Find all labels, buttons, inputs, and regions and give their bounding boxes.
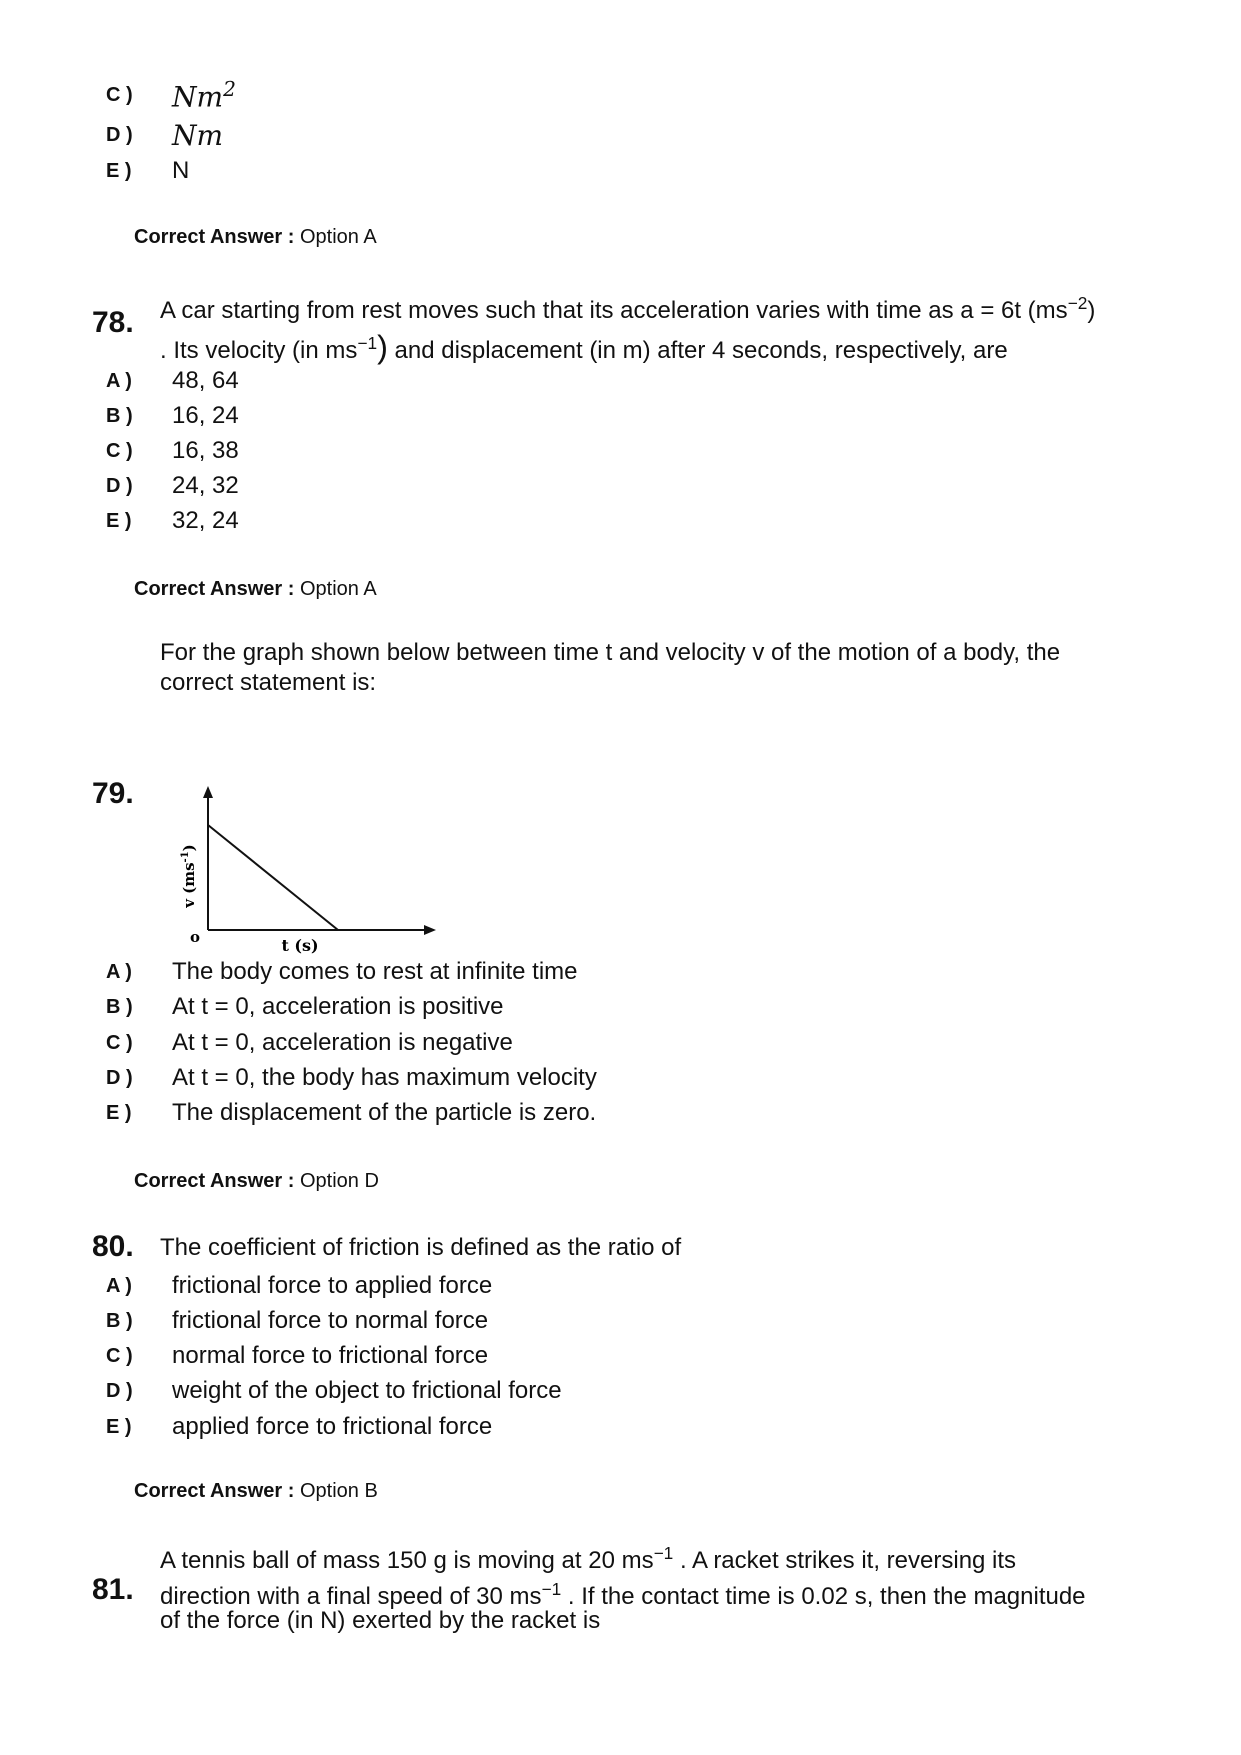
question-text-line2: . Its velocity (in $ms^{-1}$) and displacement (in m) after 4 seconds, respectively, are <box>160 329 1008 365</box>
question-text: For the graph shown below between time t and velocity v of the motion of a body, the correct statement is: <box>160 639 1061 696</box>
option-row <box>106 1272 492 1300</box>
question-number: 81. <box>92 1573 134 1606</box>
option-letter: B ) <box>106 404 133 427</box>
option-text: 16, 38 <box>172 437 239 464</box>
option-text: At t = 0, acceleration is negative <box>172 1029 513 1056</box>
option-row <box>106 1413 492 1441</box>
option-row <box>106 472 239 500</box>
option-text: N <box>172 157 190 184</box>
option-row <box>106 118 223 152</box>
option-text: 32, 24 <box>172 507 239 534</box>
question-number: 79. <box>92 777 134 810</box>
option-row <box>106 1099 596 1127</box>
option-row <box>106 1377 562 1405</box>
option-text: applied force to frictional force <box>172 1413 493 1440</box>
question-text-line2: direction with a final speed of 30 $ms^{-1}$ . If the contact time is 0.02 s, then the magnitude <box>160 1579 1086 1610</box>
option-letter: E ) <box>106 1415 132 1438</box>
option-letter: C ) <box>106 1031 133 1054</box>
option-letter: E ) <box>106 509 132 532</box>
option-math: Nm$^2$ <box>172 76 236 114</box>
option-text: 48, 64 <box>172 367 239 394</box>
option-letter: E ) <box>106 159 132 182</box>
correct-answer: Correct Answer : Option A <box>134 226 377 248</box>
option-letter: A ) <box>106 369 132 392</box>
option-letter: D ) <box>106 1379 133 1402</box>
option-letter: E ) <box>106 1101 132 1124</box>
option-text: 24, 32 <box>172 472 239 499</box>
option-text: frictional force to applied force <box>172 1272 493 1299</box>
option-letter: C ) <box>106 1344 133 1367</box>
option-letter: D ) <box>106 474 133 497</box>
option-row <box>106 78 236 112</box>
x-axis-label: t (s) <box>281 936 319 955</box>
option-text: normal force to frictional force <box>172 1342 489 1369</box>
option-text: weight of the object to frictional force <box>172 1377 562 1404</box>
y-axis-arrow <box>203 786 213 798</box>
option-text: 16, 24 <box>172 402 239 429</box>
origin-label: o <box>189 928 201 946</box>
correct-answer: Correct Answer : Option A <box>134 578 377 600</box>
option-text: At t = 0, acceleration is positive <box>172 993 504 1020</box>
option-letter: D ) <box>106 123 133 146</box>
option-letter: B ) <box>106 1309 133 1332</box>
x-axis-arrow <box>424 925 436 935</box>
velocity-line <box>208 825 338 930</box>
question-number: 78. <box>92 306 134 339</box>
option-math: Nm <box>172 118 224 152</box>
option-row <box>106 1064 597 1092</box>
option-letter: D ) <box>106 1066 133 1089</box>
option-row <box>106 1029 513 1057</box>
option-row <box>106 437 239 465</box>
question-text: The coefficient of friction is defined as the ratio of <box>160 1234 682 1261</box>
option-letter: C ) <box>106 439 133 462</box>
option-row <box>106 507 239 535</box>
option-row <box>106 367 239 395</box>
correct-answer: Correct Answer : Option B <box>134 1480 378 1502</box>
option-row <box>106 993 504 1021</box>
option-row <box>106 402 239 430</box>
option-row <box>106 1307 488 1335</box>
option-text: The displacement of the particle is zero. <box>172 1099 597 1126</box>
option-letter: A ) <box>106 960 132 983</box>
question-text-line3: of the force (in N) exerted by the racket is <box>160 1607 601 1634</box>
correct-answer: Correct Answer : Option D <box>134 1170 379 1192</box>
question-text-line1: A tennis ball of mass 150 g is moving at 20 $ms^{-1}$ . A racket strikes it, reversing its <box>160 1543 1017 1574</box>
y-axis-label: v $(ms^{-1})$ <box>180 844 198 908</box>
option-row <box>106 155 189 187</box>
option-text: At t = 0, the body has maximum velocity <box>172 1064 597 1091</box>
option-text: The body comes to rest at infinite time <box>172 958 578 985</box>
option-letter: B ) <box>106 995 133 1018</box>
option-row <box>106 1342 488 1370</box>
question-text-line1: A car starting from rest moves such that its acceleration varies with time as a = 6t $(ms^{-2})$ <box>160 293 1096 324</box>
velocity-time-graph <box>160 780 460 955</box>
option-text: frictional force to normal force <box>172 1307 489 1334</box>
option-row <box>106 958 578 986</box>
question-number: 80. <box>92 1230 134 1263</box>
option-letter: A ) <box>106 1274 132 1297</box>
option-letter: C ) <box>106 83 133 106</box>
